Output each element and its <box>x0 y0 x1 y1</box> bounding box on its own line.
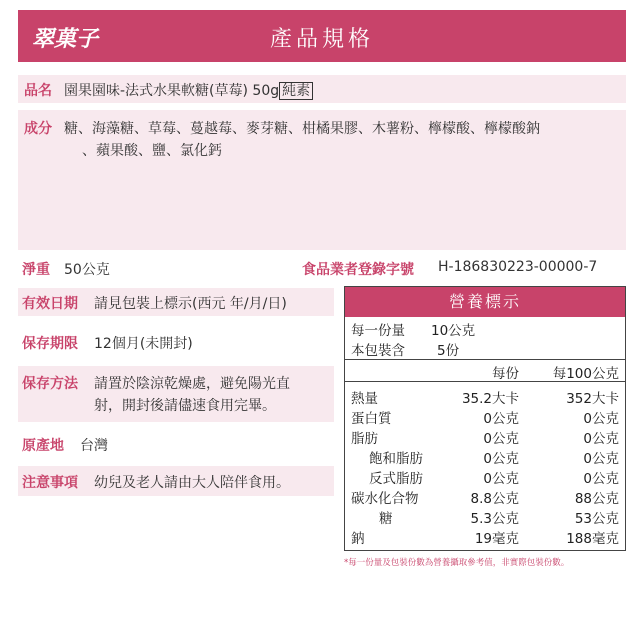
storage-label: 保存方法 <box>22 376 78 392</box>
ingredients-line-2: 、蘋果酸、鹽、氯化鈣 <box>82 143 222 159</box>
nutrient-per-100g: 53公克 <box>574 511 619 527</box>
nutrient-name: 熱量 <box>351 391 378 407</box>
shelf-life-value: 12個月(未開封) <box>94 336 193 352</box>
nutrition-row <box>345 487 625 507</box>
product-name-text: 園果園味-法式水果軟糖(草莓) 50g <box>64 83 280 99</box>
nutrient-per-100g: 88公克 <box>574 491 619 507</box>
serving-size-value: 10公克 <box>431 323 476 339</box>
nutrition-row <box>345 407 625 427</box>
page-title: 產品規格 <box>269 27 374 52</box>
nutrient-per-serving: 0公克 <box>483 431 519 447</box>
nutrient-per-100g: 0公克 <box>583 431 619 447</box>
vegan-badge: 純素 <box>279 82 313 100</box>
nutrient-name: 飽和脂肪 <box>369 451 423 467</box>
header-bar <box>18 10 626 62</box>
nutrient-name: 反式脂肪 <box>369 471 423 487</box>
notice-value: 幼兒及老人請由大人陪伴食用。 <box>94 475 290 491</box>
expiry-label: 有效日期 <box>22 296 78 312</box>
nutrient-per-serving: 0公克 <box>483 411 519 427</box>
nutrition-row <box>345 427 625 447</box>
servings-label: 本包裝含 <box>351 343 405 359</box>
nutrient-name: 鈉 <box>351 531 365 547</box>
nutrition-row <box>345 507 625 527</box>
nutrient-per-serving: 0公克 <box>483 471 519 487</box>
nutrient-per-serving: 5.3公克 <box>470 511 519 527</box>
expiry-value: 請見包裝上標示(西元 年/月/日) <box>94 296 287 312</box>
col-per-serving: 每份 <box>492 366 519 382</box>
col-per-100g: 每100公克 <box>552 366 619 382</box>
nutrition-row <box>345 387 625 407</box>
net-weight-row <box>18 256 626 280</box>
net-weight-value: 50公克 <box>64 262 110 278</box>
nutrient-per-serving: 35.2大卡 <box>461 391 519 407</box>
product-name-row <box>18 75 626 103</box>
serving-size-label: 每一份量 <box>351 323 405 339</box>
nutrient-per-100g: 0公克 <box>583 411 619 427</box>
servings-value: 5份 <box>437 343 460 359</box>
ingredients-label: 成分 <box>24 121 52 137</box>
storage-row <box>18 366 334 422</box>
nutrient-per-100g: 352大卡 <box>566 391 619 407</box>
net-weight-label: 淨重 <box>22 262 50 278</box>
nutrient-name: 脂肪 <box>351 431 378 447</box>
registration-value: H-186830223-00000-7 <box>438 259 598 275</box>
nutrient-name: 蛋白質 <box>351 411 392 427</box>
origin-value: 台灣 <box>80 438 108 454</box>
product-name-label: 品名 <box>24 83 52 99</box>
shelf-life-label: 保存期限 <box>22 336 78 352</box>
nutrition-row <box>345 467 625 487</box>
shelf-life-row <box>18 326 334 356</box>
nutrition-row <box>345 527 625 547</box>
nutrition-row <box>345 447 625 467</box>
registration-label: 食品業者登錄字號 <box>302 262 414 278</box>
ingredients-line-1: 糖、海藻糖、草莓、蔓越莓、麥芽糖、柑橘果膠、木薯粉、檸檬酸、檸檬酸鈉 <box>64 121 540 137</box>
nutrition-title: 營養標示 <box>345 287 625 317</box>
storage-line-2: 射，開封後請儘速食用完畢。 <box>94 398 276 414</box>
nutrient-name: 糖 <box>379 511 393 527</box>
nutrient-per-serving: 19毫克 <box>474 531 519 547</box>
ingredients-box <box>18 110 626 250</box>
divider <box>345 381 625 382</box>
expiry-row <box>18 288 334 316</box>
notice-row <box>18 466 334 496</box>
nutrient-per-serving: 0公克 <box>483 451 519 467</box>
nutrient-per-100g: 0公克 <box>583 471 619 487</box>
origin-row <box>18 430 334 458</box>
nutrient-name: 碳水化合物 <box>351 491 419 507</box>
storage-line-1: 請置於陰涼乾燥處，避免陽光直 <box>94 376 290 392</box>
origin-label: 原產地 <box>22 438 64 454</box>
nutrition-footnote: *每一份量及包裝份數為營養攝取參考值，非實際包裝份數。 <box>344 558 570 568</box>
brand-logo: 翠菓子 <box>32 26 99 52</box>
product-name-value <box>64 80 313 100</box>
nutrient-per-100g: 0公克 <box>583 451 619 467</box>
notice-label: 注意事項 <box>22 475 78 491</box>
nutrient-per-100g: 188毫克 <box>566 531 619 547</box>
nutrient-per-serving: 8.8公克 <box>470 491 519 507</box>
divider <box>345 359 625 360</box>
nutrition-table <box>344 286 626 551</box>
